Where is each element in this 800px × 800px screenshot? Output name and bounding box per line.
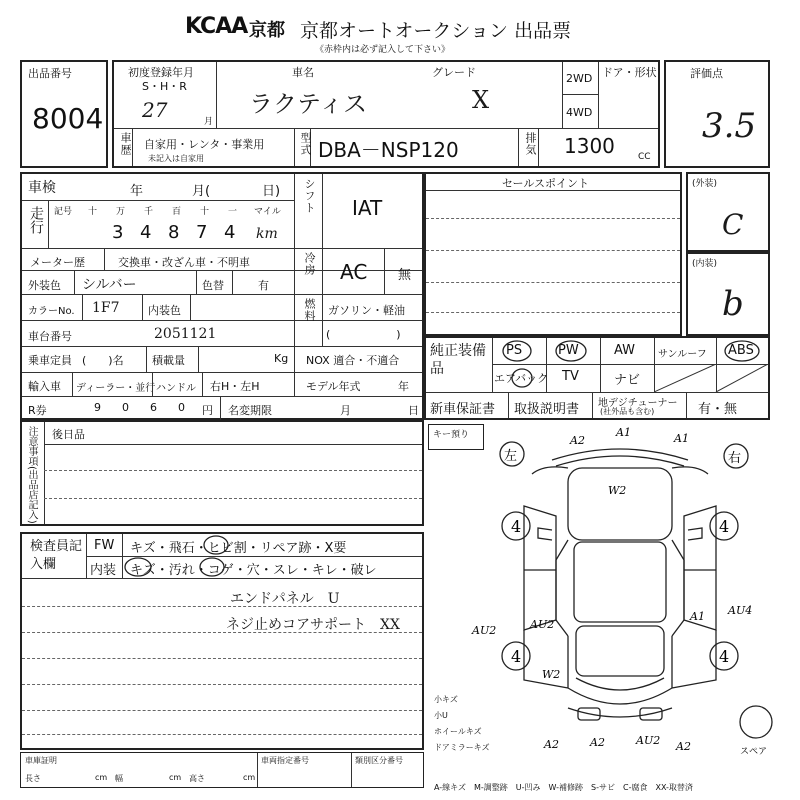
exterior-label: (外装) — [692, 179, 718, 189]
equip-tv: TV — [562, 369, 579, 384]
footer-dims: 車庫証明 — [25, 756, 57, 765]
key-label: キー預り — [433, 430, 470, 440]
load-label: 積載量 — [152, 354, 185, 367]
mileage-unit: 十 — [200, 207, 210, 217]
exterior-box — [686, 172, 770, 252]
legend-codes: A-線キズ M-調整跡 U-凹み W-補修跡 S-サビ C-腐食 XX-取替済 — [434, 783, 693, 792]
recycle-digit: 9 — [94, 401, 101, 414]
equip-aw: AW — [614, 343, 636, 358]
registration-month: 月 — [204, 117, 214, 127]
sales-point-label: セールスポイント — [502, 177, 590, 190]
exterior-grade: C — [722, 208, 744, 241]
logo-kanji: 京都 — [249, 20, 285, 41]
rating-value: 3.5 — [702, 106, 757, 146]
fuel-options: ガソリン・軽油 — [328, 304, 405, 317]
color-label: 外装色 — [28, 279, 61, 292]
import-label: 輸入車 — [28, 380, 61, 393]
mark: 4 — [511, 647, 522, 666]
page-subtitle: 《赤枠内は必ず記入して下さい》 — [315, 45, 451, 55]
model-label: 型式 — [299, 132, 312, 156]
mileage-digit: 3 — [112, 222, 124, 243]
capacity-paren: ( )名 — [82, 354, 124, 367]
color-change-label: 色替 — [202, 279, 224, 292]
spec-block — [20, 172, 424, 420]
displacement-unit: CC — [638, 152, 651, 162]
recycle-digit: 0 — [122, 401, 129, 414]
aircon-label: 冷房 — [303, 252, 316, 276]
lot-box — [20, 60, 108, 168]
color-no-value: 1F7 — [92, 300, 120, 316]
doc-digital-note: (社外品も含む) — [600, 407, 655, 416]
doc-yes-no: 有・無 — [698, 402, 738, 417]
capacity-label: 乗車定員 — [28, 354, 72, 367]
registration-year: 27 — [142, 98, 168, 122]
shift-label: シフト — [303, 178, 316, 214]
rating-box — [664, 60, 770, 168]
lot-number: 8004 — [32, 102, 104, 135]
mileage-digit: 8 — [168, 222, 180, 243]
mark: A2 — [590, 736, 605, 749]
footer-cm: cm — [243, 773, 256, 782]
legend-row: ドアミラーキズ — [434, 743, 490, 752]
registration-label: 初度登録年月 — [128, 66, 194, 79]
mark: 4 — [719, 517, 730, 536]
drive-4wd: 4WD — [566, 106, 593, 119]
mileage-unit-km: km — [256, 226, 278, 242]
handle-value: 右H・左H — [210, 380, 260, 393]
inspection-year: 年 — [130, 184, 144, 199]
import-dealer: ディーラー・並行 — [76, 383, 156, 394]
name-change-day: 日 — [408, 404, 419, 417]
fw-label: FW — [94, 538, 115, 553]
equip-pw: PW — [558, 343, 579, 358]
footer-w: 幅 — [115, 774, 123, 783]
door-label: ドア・形状 — [602, 66, 657, 79]
inspection-label: 車検 — [28, 180, 56, 196]
footer-box — [20, 752, 424, 788]
color-no-label: カラーNo. — [28, 306, 75, 317]
mark: AU2 — [472, 624, 497, 637]
model-year-unit: 年 — [398, 380, 409, 393]
legend-row: 小キズ — [434, 695, 458, 704]
equip-sunroof: サンルーフ — [658, 349, 707, 360]
mark: A1 — [690, 610, 705, 623]
mark: AU2 — [636, 734, 661, 747]
footer-type: 類別区分番号 — [355, 756, 403, 765]
meter-options: 交換車・改ざん車・不明車 — [118, 256, 250, 269]
model-value: DBA－NSP120 — [318, 138, 459, 162]
vehicle-box — [112, 60, 660, 168]
handle-label: ハンドル — [156, 383, 196, 394]
mileage-digit: 4 — [140, 222, 152, 243]
interior-box — [686, 252, 770, 336]
footer-cm: cm — [169, 773, 182, 782]
meter-label: メーター歴 — [30, 256, 85, 269]
mark: W2 — [542, 668, 561, 681]
mileage-unit: 一 — [228, 207, 238, 217]
color-value: シルバー — [82, 277, 137, 293]
doc-manual: 取扱説明書 — [514, 402, 580, 417]
interior-grade: b — [722, 284, 744, 324]
mileage-unit: 万 — [116, 207, 126, 217]
equip-ps: PS — [506, 343, 523, 358]
doc-warranty: 新車保証書 — [430, 402, 496, 417]
displacement-value: 1300 — [564, 134, 615, 158]
name-change-month: 月 — [340, 404, 351, 417]
diagram-spare: スペア — [740, 747, 768, 757]
mark: A1 — [674, 432, 689, 445]
footer-h: 高さ — [189, 774, 205, 783]
diagram-right: 右 — [728, 451, 742, 466]
equipment-label: 純正装備品 — [430, 343, 486, 377]
recycle-digit: 6 — [150, 401, 157, 414]
grade-value: X — [472, 86, 490, 114]
fw-options: キズ・飛石・ヒビ割・リペア跡・X要 — [130, 541, 347, 556]
legend-row: ホイールキズ — [434, 727, 482, 736]
history-note: 未記入は自家用 — [148, 154, 204, 163]
history-options: 自家用・レンタ・事業用 — [144, 138, 265, 151]
aircon-none: 無 — [398, 268, 412, 283]
mileage-digit: 4 — [224, 222, 236, 243]
fuel-paren: ( ) — [326, 328, 401, 341]
diagram-legend — [434, 694, 514, 754]
fuel-label: 燃料 — [303, 298, 316, 322]
inspector-circles — [122, 534, 422, 578]
mark: A2 — [544, 738, 559, 751]
registration-era: S・H・R — [142, 80, 187, 93]
interior-color-label: 内装色 — [148, 304, 181, 317]
mark: 4 — [719, 647, 730, 666]
equip-abs: ABS — [728, 343, 754, 358]
inspector-note-2: ネジ止めコアサポート XX — [226, 617, 400, 633]
equipment-circles — [426, 338, 768, 392]
notes-box — [20, 420, 424, 526]
notes-field: 後日品 — [52, 428, 85, 441]
equipment-box — [424, 336, 770, 420]
mileage-units — [48, 202, 294, 248]
mileage-label: 走行 — [28, 206, 44, 234]
mark: 4 — [511, 517, 522, 536]
color-change-value: 有 — [258, 279, 269, 292]
footer-class: 車両指定番号 — [261, 756, 309, 765]
load-unit: Kg — [274, 352, 289, 365]
footer-cm: cm — [95, 773, 108, 782]
rating-label: 評価点 — [690, 67, 723, 80]
inspector-box — [20, 532, 424, 750]
drive-2wd: 2WD — [566, 72, 593, 85]
equip-airbag: エアバック — [494, 372, 549, 385]
history-label: 車歴 — [119, 132, 132, 156]
mark: AU2 — [530, 618, 555, 631]
mileage-unit: 十 — [88, 207, 98, 217]
inspector-label: 検査員記入欄 — [30, 539, 83, 572]
name-change-label: 名変期限 — [228, 404, 272, 417]
chassis-value: 2051121 — [154, 326, 217, 342]
grade-label: グレード — [432, 66, 476, 79]
recycle-label: R券 — [28, 404, 47, 417]
recycle-digit: 0 — [178, 401, 185, 414]
car-name: ラクティス — [249, 90, 368, 118]
recycle-unit: 円 — [202, 404, 213, 417]
mileage-unit: 百 — [172, 207, 182, 217]
shift-value: IAT — [352, 196, 383, 220]
mark: A2 — [676, 740, 691, 753]
inspection-day: 日) — [262, 184, 281, 199]
car-name-label: 車名 — [292, 66, 314, 79]
model-year-label: モデル年式 — [306, 380, 361, 393]
logo: KCAA — [185, 14, 248, 39]
mileage-unit: マイル — [254, 207, 281, 217]
legend-row: 小U — [434, 711, 448, 720]
nox: NOX 適合・不適合 — [306, 354, 400, 367]
footer-len: 長さ — [25, 774, 41, 783]
sales-point-box — [424, 172, 682, 336]
interior-label: (内装) — [692, 259, 718, 269]
mileage-unit: 千 — [144, 207, 154, 217]
page-title: 京都オートオークション 出品票 — [300, 20, 572, 42]
interior-options: キズ・汚れ・コゲ・穴・スレ・キレ・破レ — [130, 563, 377, 578]
mileage-digit: 7 — [196, 222, 208, 243]
mark: A1 — [616, 426, 631, 439]
inspector-note-1: エンドパネル U — [230, 591, 340, 607]
equip-navi: ナビ — [614, 373, 641, 388]
interior-check-label: 内装 — [90, 563, 117, 578]
mark: A2 — [570, 434, 585, 447]
displacement-label: 排気 — [524, 132, 537, 156]
header — [185, 14, 625, 54]
lot-label: 出品番号 — [28, 67, 72, 80]
doc-digital: 地デジチューナー — [598, 398, 678, 409]
mark: AU4 — [728, 604, 753, 617]
chassis-label: 車台番号 — [28, 330, 72, 343]
inspection-month: 月( — [192, 184, 211, 199]
mileage-unit: 記号 — [54, 207, 73, 217]
aircon-value: AC — [340, 260, 368, 284]
diagram-left: 左 — [504, 449, 518, 464]
mark: W2 — [608, 484, 627, 497]
notes-label: 注意事項(出品店記入) — [26, 426, 37, 524]
